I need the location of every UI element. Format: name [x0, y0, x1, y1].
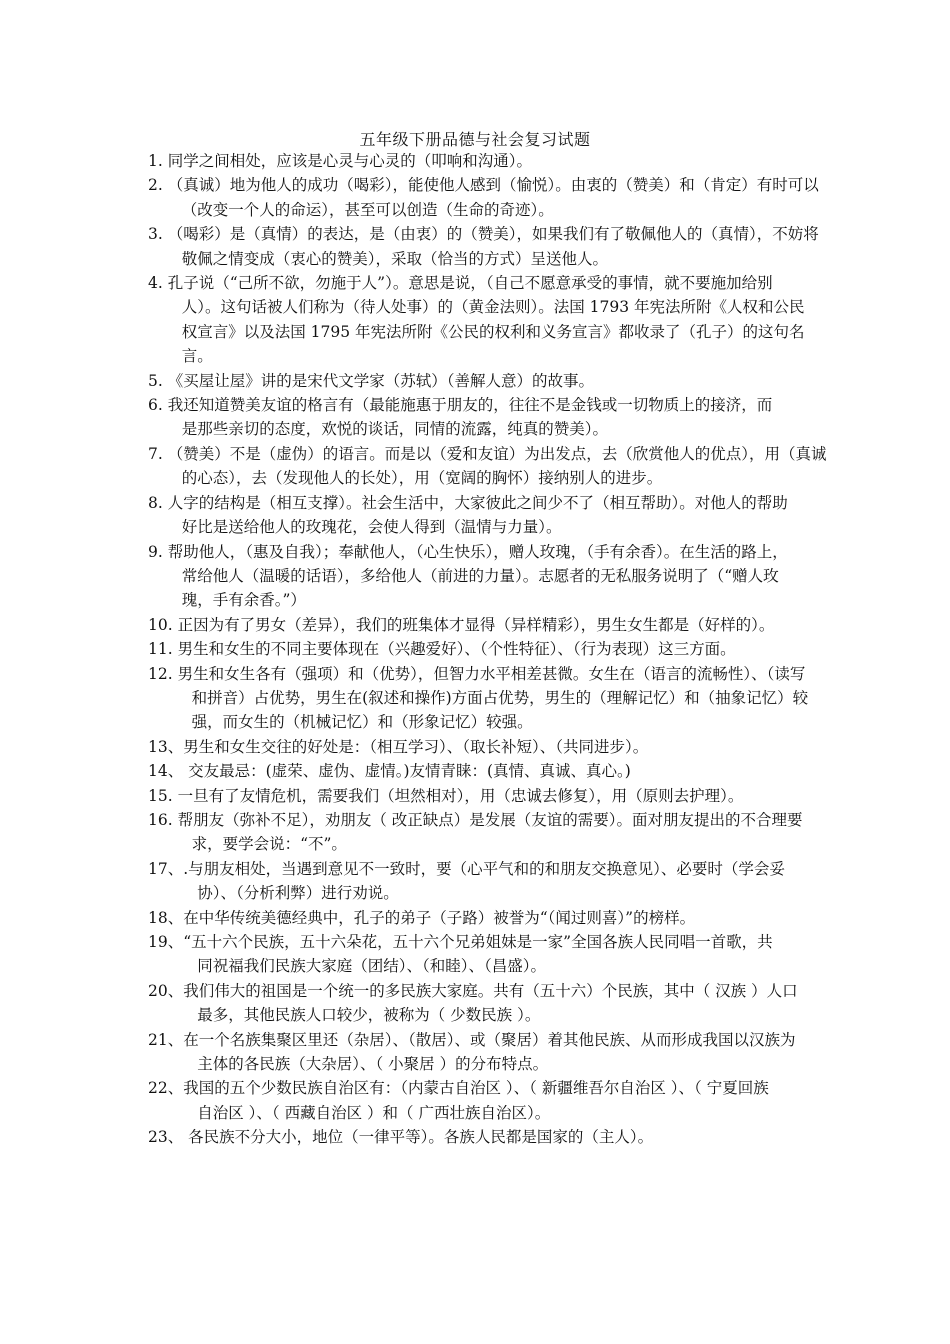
item-line: 协）、（分析利弊）进行劝说。: [197, 884, 399, 903]
item-number: 20、: [148, 981, 184, 1000]
item-line: （喝彩）是（真情）的表达，是（由衷）的（赞美），如果我们有了敬佩他人的（真情），不妨将: [167, 225, 819, 244]
item-number: 21、: [148, 1030, 184, 1049]
item-text: [168, 149, 816, 173]
item-text: [168, 222, 819, 271]
item-line: 人字的结构是（相互支撑）。社会生活中，大家彼此之间少不了（相互帮助）。对他人的帮助: [167, 493, 788, 512]
item-number: 9.: [148, 542, 168, 561]
list-item: [148, 735, 816, 759]
list-item: [148, 1076, 816, 1125]
item-text: [168, 271, 816, 369]
item-line: 和拼音）占优势，男生在(叙述和操作)方面占优势，男生的（理解记忆）和（抽象记忆）较: [191, 688, 809, 707]
item-number: 6.: [148, 396, 168, 415]
item-line: 强，而女生的（机械记忆）和（形象记忆）较强。: [191, 713, 533, 732]
list-item: [148, 173, 819, 222]
item-number: 1.: [148, 152, 168, 170]
item-line: 人）。这句话被人们称为（待人处事）的（黄金法则）。法国 1793 年宪法所附《人权和公民: [181, 298, 805, 317]
item-text: [188, 1125, 816, 1149]
item-number: 7.: [148, 444, 168, 463]
list-item: [148, 393, 816, 442]
item-line: 常给他人（温暖的话语），多给他人（前进的力量）。志愿者的无私服务说明了（“赠人玫: [181, 566, 779, 585]
item-line: 交友最忌：(虚荣、虚伪、虚情。)友情青睐：(真情、真诚、真心。): [188, 762, 631, 781]
item-text: [168, 393, 816, 442]
list-item: [148, 369, 816, 393]
item-line: 在中华传统美德经典中，孔子的弟子（子路）被誉为“（闻过则喜）”的榜样。: [183, 908, 696, 927]
item-number: 22、: [148, 1079, 184, 1098]
item-text: [178, 637, 816, 661]
item-text: [168, 442, 827, 491]
item-line: 我还知道赞美友谊的格言有（最能施惠于朋友的，往往不是金钱或一切物质上的接济，而: [167, 396, 773, 415]
item-text: [183, 930, 816, 979]
list-item: [148, 1028, 816, 1077]
item-text: [168, 369, 816, 393]
item-line: 帮朋友（弥补不足），劝朋友（ 改正缺点）是发展（友谊的需要）。面对朋友提出的不合理要: [177, 810, 803, 829]
item-number: 23、: [148, 1128, 189, 1147]
item-line: 主体的各民族（大杂居）、（ 小聚居 ）的分布特点。: [197, 1055, 549, 1074]
item-line: （改变一个人的命运），甚至可以创造（生命的奇迹）。: [181, 200, 554, 219]
item-text: [168, 173, 819, 222]
item-number: 2.: [148, 176, 168, 195]
list-item: [148, 222, 819, 271]
item-text: [178, 808, 816, 857]
item-text: [178, 662, 816, 735]
item-text: [168, 540, 816, 613]
item-number: 14、: [148, 762, 189, 781]
item-line: 一旦有了友情危机，需要我们（坦然相对），用（忠诚去修复），用（原则去护理）。: [177, 786, 744, 805]
item-number: 5.: [148, 371, 168, 390]
item-text: [168, 491, 816, 540]
item-line: 的心态），去（发现他人的长处），用（宽阔的胸怀）接纳别人的进步。: [181, 469, 663, 488]
item-line: 好比是送给他人的玫瑰花，会使人得到（温情与力量）。: [181, 518, 562, 537]
list-item: [148, 1125, 816, 1149]
item-line: 瑰，手有余香。”）: [181, 591, 306, 610]
list-item: [148, 808, 816, 857]
question-list: [148, 149, 827, 1150]
item-line: 男生和女生各有（强项）和（优势），但智力水平相差甚微。女生在（语言的流畅性）、（读写: [177, 664, 806, 683]
item-line: “五十六个民族，五十六朵花，五十六个兄弟姐妹是一家”全国各族人民同唱一首歌，共: [183, 933, 773, 951]
item-number: 13、: [148, 737, 184, 756]
item-line: 孔子说（“己所不欲，勿施于人”）。意思是说，（自己不愿意承受的事情，就不要施加给别: [167, 274, 773, 293]
item-number: 15.: [148, 786, 178, 805]
item-line: 求，要学会说：“不”。: [191, 835, 347, 854]
list-item: [148, 271, 816, 369]
item-number: 12.: [148, 664, 178, 683]
item-number: 8.: [148, 493, 168, 512]
item-text: [178, 613, 816, 637]
item-number: 18、: [148, 908, 184, 927]
item-line: 在一个名族集聚区里还（杂居）、（散居）、或（聚居）着其他民族、从而形成我国以汉族为: [183, 1030, 796, 1049]
list-item: [148, 491, 816, 540]
item-number: 17、: [148, 859, 184, 878]
item-text: [183, 1076, 816, 1125]
item-line: 言。: [181, 347, 213, 366]
item-line: （赞美）不是（虚伪）的语言。而是以（爱和友谊）为出发点，去（欣赏他人的优点），用（真诚: [167, 444, 827, 463]
list-item: [148, 149, 816, 173]
item-number: 3.: [148, 225, 168, 244]
item-line: 帮助他人，（惠及自我）；奉献他人，（心生快乐），赠人玫瑰，（手有余香）。在生活的路上，: [167, 542, 788, 561]
item-number: 19、: [148, 933, 184, 951]
list-item: [148, 906, 816, 930]
item-text: [183, 906, 816, 930]
list-item: [148, 540, 816, 613]
item-number: 10.: [148, 615, 178, 634]
item-text: [188, 759, 816, 783]
item-text: [183, 1028, 816, 1077]
list-item: [148, 637, 816, 661]
item-line: 是那些亲切的态度，欢悦的谈话，同情的流露，纯真的赞美）。: [181, 420, 608, 439]
item-line: 各民族不分大小，地位（一律平等）。各族人民都是国家的（主人）。: [188, 1128, 654, 1147]
item-text: [183, 735, 816, 759]
item-line: 我们伟大的祖国是一个统一的多民族大家庭。共有（五十六）个民族，其中（ 汉族 ）人口: [183, 981, 798, 1000]
item-line: 男生和女生的不同主要体现在（兴趣爱好）、（个性特征）、（行为表现）这三方面。: [177, 640, 736, 659]
item-number: 11.: [148, 640, 178, 659]
list-item: [148, 662, 816, 735]
item-number: 4.: [148, 274, 168, 293]
item-line: 正因为有了男女（差异），我们的班集体才显得（异样精彩），男生女生都是（好样的）。: [177, 615, 775, 634]
item-line: 我国的五个少数民族自治区有：（内蒙古自治区 ）、（ 新疆维吾尔自治区 ）、（ 宁夏回族: [183, 1079, 769, 1098]
document-title: 五年级下册品德与社会复习试题: [359, 130, 591, 149]
list-item: [148, 784, 816, 808]
item-line: 男生和女生交往的好处是：（相互学习）、（取长补短）、（共同进步）。: [183, 737, 649, 756]
item-line: （真诚）地为他人的成功（喝彩），能使他人感到（愉悦）。由衷的（赞美）和（肯定）有时可以: [167, 176, 819, 195]
list-item: [148, 759, 816, 783]
list-item: [148, 979, 816, 1028]
item-text: [183, 979, 816, 1028]
item-line: 最多，其他民族人口较少，被称为（ 少数民族 ）。: [197, 1006, 541, 1025]
item-text: [183, 857, 816, 906]
item-line: 敬佩之情变成（衷心的赞美），采取（恰当的方式）呈送他人。: [181, 249, 608, 268]
list-item: [148, 613, 816, 637]
list-item: [148, 442, 827, 491]
list-item: [148, 930, 816, 979]
item-line: 同祝福我们民族大家庭（团结）、（和睦）、（昌盛）。: [197, 957, 546, 976]
item-line: 《买屋让屋》讲的是宋代文学家（苏轼）（善解人意）的故事。: [167, 371, 594, 390]
item-line: 权宣言》以及法国 1795 年宪法所附《公民的权利和义务宣言》都收录了（孔子）的这句名: [181, 322, 805, 341]
item-line: 自治区 ）、（ 西藏自治区 ）和（ 广西壮族自治区）。: [197, 1103, 551, 1122]
item-line: .与朋友相处，当遇到意见不一致时，要（心平气和的和朋友交换意见）、必要时（学会妥: [183, 859, 785, 878]
item-text: [178, 784, 816, 808]
item-number: 16.: [148, 810, 178, 829]
list-item: [148, 857, 816, 906]
item-line: 同学之间相处，应该是心灵与心灵的（叩响和沟通）。: [167, 152, 532, 170]
